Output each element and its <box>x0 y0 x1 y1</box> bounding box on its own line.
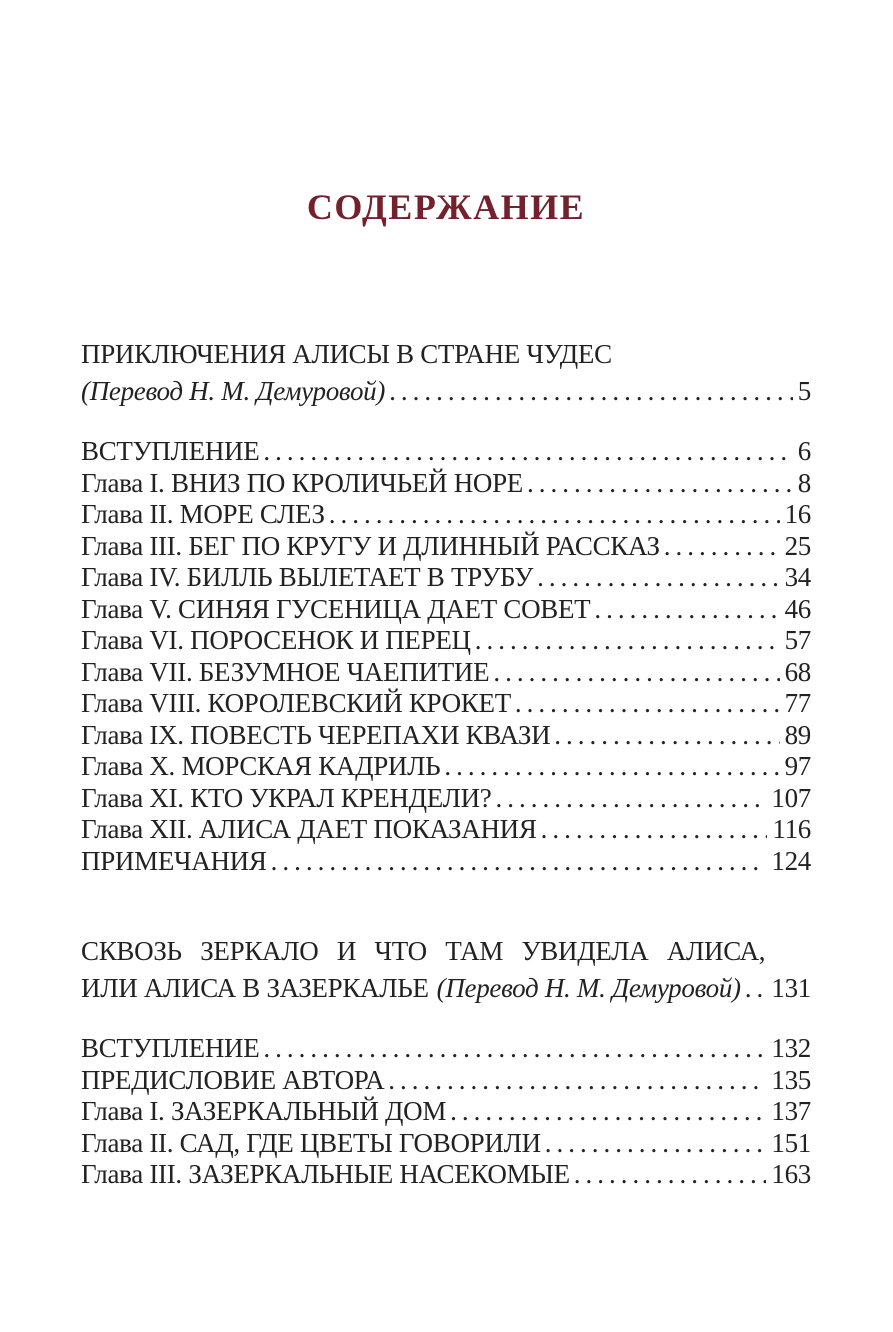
toc-entry <box>81 436 811 468</box>
toc-entries-looking-glass <box>81 1033 811 1191</box>
section-heading-line2 <box>81 373 811 410</box>
dot-leader <box>263 1033 766 1065</box>
toc-entry-page: 34 <box>784 562 811 592</box>
section-page-number: 131 <box>771 973 811 1003</box>
toc-entry-page: 77 <box>784 688 811 718</box>
toc-entry <box>81 657 811 689</box>
toc-entry-page: 151 <box>771 1127 811 1158</box>
toc-entry <box>81 531 811 563</box>
toc-entry-label: Глава III. ЗАЗЕРКАЛЬНЫЕ НАСЕКОМЫЕ <box>81 1159 570 1189</box>
section-heading-line1: ПРИКЛЮЧЕНИЯ АЛИСЫ В СТРАНЕ ЧУДЕС <box>81 339 612 369</box>
dot-leader <box>389 373 793 410</box>
dot-leader <box>444 751 779 783</box>
toc-entry-label: Глава VII. БЕЗУМНОЕ ЧАЕПИТИЕ <box>81 656 490 687</box>
toc-entry-label: ВСТУПЛЕНИЕ <box>81 1033 260 1063</box>
toc-entry-page: 163 <box>771 1159 811 1189</box>
toc-entry <box>81 499 811 531</box>
toc-entry-page: 116 <box>772 814 811 844</box>
section-translator: (Перевод Н. М. Демуровой) <box>436 973 741 1003</box>
toc-entry <box>81 594 811 626</box>
toc-entry-label: ПРЕДИСЛОВИЕ АВТОРА <box>81 1064 385 1095</box>
dot-leader <box>745 970 767 1007</box>
toc-entry-label: Глава XI. КТО УКРАЛ КРЕНДЕЛИ? <box>81 782 492 813</box>
dot-leader <box>271 846 767 878</box>
dot-leader <box>475 625 780 657</box>
dot-leader <box>554 720 779 752</box>
section-translator: (Перевод Н. М. Демуровой) <box>81 376 386 406</box>
toc-entry-label: Глава X. МОРСКАЯ КАДРИЛЬ <box>81 751 441 781</box>
toc-entry-label: Глава IV. БИЛЛЬ ВЫЛЕТАЕТ В ТРУБУ <box>81 562 534 592</box>
toc-entry-page: 25 <box>784 530 811 561</box>
toc-entry-label: ПРИМЕЧАНИЯ <box>81 845 267 876</box>
toc-entry-page: 16 <box>784 499 811 529</box>
dot-leader <box>515 688 780 720</box>
dot-leader <box>594 594 779 626</box>
toc-entry-page: 68 <box>784 656 811 687</box>
toc-entry-label: Глава III. БЕГ ПО КРУГУ И ДЛИННЫЙ РАССКАЗ <box>81 530 660 561</box>
section-heading-line2 <box>81 970 811 1007</box>
toc-entry <box>81 625 811 657</box>
section-page-number: 5 <box>797 376 811 406</box>
toc-section-looking-glass <box>81 933 811 1191</box>
toc-entry <box>81 846 811 878</box>
dot-leader <box>574 1159 767 1191</box>
toc-entry <box>81 1128 811 1160</box>
toc-entry <box>81 720 811 752</box>
toc-entry <box>81 814 811 846</box>
toc-entry <box>81 562 811 594</box>
toc-entry-page: 137 <box>771 1096 811 1126</box>
dot-leader <box>527 468 793 500</box>
toc-entry-page: 124 <box>771 845 811 876</box>
toc-entry-page: 132 <box>771 1033 811 1063</box>
toc-entry-page: 97 <box>784 751 811 781</box>
dot-leader <box>541 814 768 846</box>
toc-entry-label: Глава XII. АЛИСА ДАЕТ ПОКАЗАНИЯ <box>81 814 537 844</box>
page-title: СОДЕРЖАНИЕ <box>306 187 586 227</box>
toc-entry-page: 57 <box>784 625 811 655</box>
dot-leader <box>495 783 766 815</box>
dot-leader <box>329 499 780 531</box>
toc-entry <box>81 783 811 815</box>
toc-entry <box>81 1033 811 1065</box>
toc-entry-label: Глава I. ЗАЗЕРКАЛЬНЫЙ ДОМ <box>81 1096 447 1126</box>
dot-leader <box>450 1096 766 1128</box>
section-heading-line2-caps: ИЛИ АЛИСА В ЗАЗЕРКАЛЬЕ <box>81 973 429 1003</box>
toc-entry-label: Глава VI. ПОРОСЕНОК И ПЕРЕЦ <box>81 625 471 655</box>
toc-entry <box>81 468 811 500</box>
toc-entry-label: Глава I. ВНИЗ ПО КРОЛИЧЬЕЙ НОРЕ <box>81 467 524 498</box>
toc-entry-label: Глава V. СИНЯЯ ГУСЕНИЦА ДАЕТ СОВЕТ <box>81 593 591 624</box>
toc-entry-label: Глава VIII. КОРОЛЕВСКИЙ КРОКЕТ <box>81 688 511 718</box>
toc-entry <box>81 688 811 720</box>
section-heading-line1: СКВОЗЬ ЗЕРКАЛО И ЧТО ТАМ УВИДЕЛА АЛИСА, <box>81 936 766 966</box>
toc-section-wonderland <box>81 336 811 877</box>
dot-leader <box>388 1065 766 1097</box>
toc-entry-label: Глава II. САД, ГДЕ ЦВЕТЫ ГОВОРИЛИ <box>81 1127 541 1158</box>
dot-leader <box>493 657 779 689</box>
dot-leader <box>545 1128 767 1160</box>
toc-entries-wonderland <box>81 436 811 877</box>
toc-entry-label: Глава II. МОРЕ СЛЕЗ <box>81 499 325 529</box>
toc-entry <box>81 1159 811 1191</box>
toc-entry-page: 107 <box>771 782 811 813</box>
toc-entry-page: 89 <box>784 719 811 750</box>
toc-entry-page: 46 <box>784 593 811 624</box>
dot-leader <box>537 562 780 594</box>
toc-entry-page: 135 <box>771 1064 811 1095</box>
toc-entry <box>81 751 811 783</box>
toc-entry-label: Глава IX. ПОВЕСТЬ ЧЕРЕПАХИ КВАЗИ <box>81 719 551 750</box>
toc-entry-page: 6 <box>797 436 811 466</box>
toc-entry <box>81 1096 811 1128</box>
toc-entry-page: 8 <box>797 467 811 498</box>
toc-entry <box>81 1065 811 1097</box>
dot-leader <box>664 531 780 563</box>
toc-entry-label: ВСТУПЛЕНИЕ <box>81 436 260 466</box>
dot-leader <box>263 436 792 468</box>
